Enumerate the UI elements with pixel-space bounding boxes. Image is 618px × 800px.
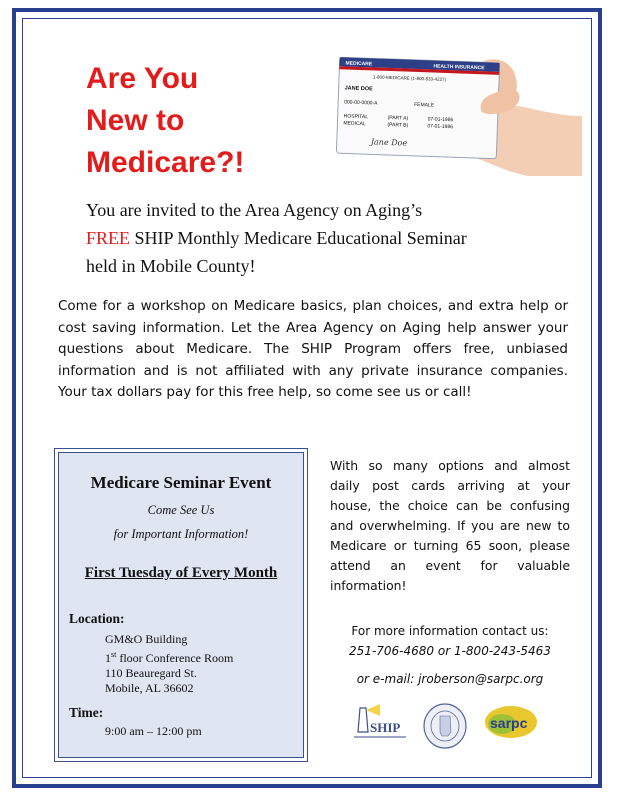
- event-schedule: First Tuesday of Every Month: [84, 565, 278, 581]
- event-subtitle-1: Come See Us: [147, 503, 215, 517]
- ship-logo-text: SHIP: [370, 720, 401, 735]
- ship-logo: [350, 702, 410, 742]
- invitation-text: [86, 196, 566, 280]
- location-city: Mobile, AL 36602: [105, 681, 194, 695]
- sarpc-logo-text: sarpc: [490, 715, 528, 731]
- invitation-line-2: [86, 224, 566, 252]
- invitation-line-3: held in Mobile County!: [86, 256, 256, 276]
- card-signature: Jane Doe: [370, 137, 408, 148]
- contact-heading: For more information contact us:: [351, 624, 549, 638]
- card-sex: FEMALE: [414, 101, 435, 109]
- card-date-b: 07-01-1986: [427, 123, 454, 131]
- card-hospital: HOSPITAL: [343, 113, 369, 121]
- card-claim: 000-00-0000-A: [344, 99, 378, 107]
- location-label: Location:: [69, 611, 125, 626]
- card-phone: 1-800-MEDICARE (1-800-633-4227): [372, 74, 447, 82]
- invitation-line-2-rest: SHIP Monthly Medicare Educational Seminar: [130, 228, 467, 248]
- sarpc-logo: [482, 702, 540, 742]
- invitation-line-1: You are invited to the Area Agency on Aging’s: [86, 200, 423, 220]
- workshop-description: Come for a workshop on Medicare basics, plan choices, and extra help or cost saving information. Let the Area Agency on Aging help answer your questions about Medicare. The SHIP Program offers free, unbiased information and is not affiliated with any private insurance companies. Your tax dollars pay for this free help, so come see us or call!: [58, 298, 568, 400]
- event-subtitle-2: for Important Information!: [113, 527, 249, 541]
- county-seal-logo: [422, 702, 468, 750]
- contact-phones: 251-706-4680 or 1-800-243-5463: [349, 644, 551, 658]
- free-word: FREE: [86, 228, 131, 248]
- seminar-event-box: [58, 452, 304, 758]
- card-header-right: HEALTH INSURANCE: [433, 63, 485, 72]
- lighthouse-beam: [366, 704, 380, 716]
- time-value: 9:00 am – 12:00 pm: [105, 724, 202, 738]
- headline: [86, 58, 244, 184]
- location-room-sup: st: [111, 650, 117, 659]
- contact-email: or e-mail: jroberson@sarpc.org: [356, 672, 544, 686]
- event-title: Medicare Seminar Event: [90, 473, 272, 492]
- card-part-a: (PART A): [387, 114, 409, 122]
- location-room-ordinal: 1: [105, 651, 111, 665]
- location-room: [105, 647, 233, 666]
- card-header-left: MEDICARE: [345, 60, 373, 68]
- card-name: JANE DOE: [344, 85, 373, 93]
- headline-line-1: Are You: [86, 62, 199, 95]
- time-label: Time:: [69, 705, 104, 720]
- seal-state-shape: [440, 716, 451, 736]
- location-street: 110 Beauregard St.: [105, 666, 197, 680]
- location-room-rest: floor Conference Room: [116, 651, 234, 665]
- headline-line-3: Medicare?!: [86, 146, 245, 179]
- card-date-a: 07-01-1986: [427, 116, 454, 124]
- options-paragraph: With so many options and almost daily post cards arriving at your house, the choice can be confusing and overwhelming. If you are new to Medicare or turning 65 soon, please attend an event for valuable information!: [330, 458, 570, 593]
- card-medical: MEDICAL: [343, 120, 366, 128]
- headline-line-2: New to: [86, 104, 185, 137]
- location-building: GM&O Building: [105, 632, 188, 646]
- lighthouse-icon: [358, 708, 368, 732]
- medicare-card-image: [332, 46, 582, 176]
- card-part-b: (PART B): [387, 121, 409, 129]
- location-address: [105, 632, 233, 696]
